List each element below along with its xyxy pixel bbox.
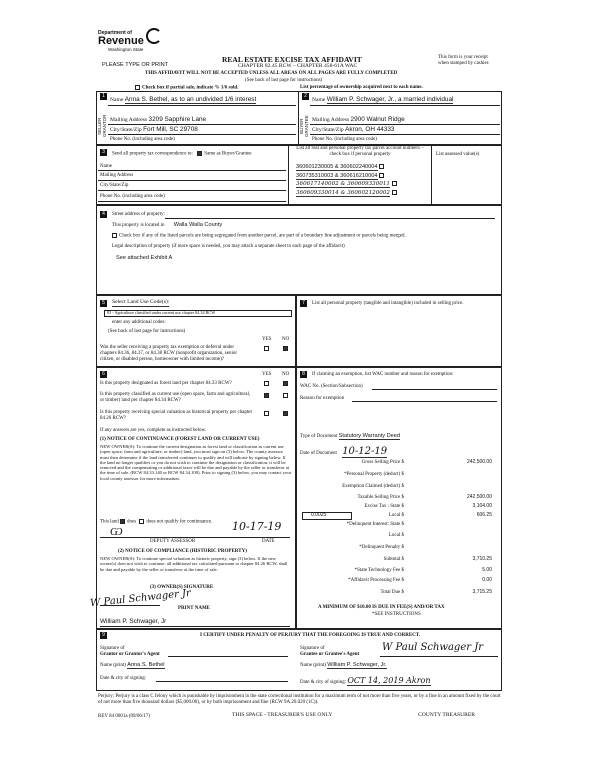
q-historic-yes[interactable]	[264, 411, 269, 416]
buyer-city[interactable]: Akron, OH 44333	[345, 126, 395, 133]
row-delinq-penalty: *Delinquent Penalty $	[359, 545, 404, 550]
val-excise-local[interactable]: 606.25	[476, 512, 492, 518]
row-excise-state: Excise Tax : State $	[364, 504, 404, 509]
row-exemption: Exemption Claimed (deduct) $	[342, 484, 404, 489]
row-excise-local: Local $	[388, 513, 404, 518]
seller-city-row: City/State/Zip Fort Mill, SC 29708	[110, 126, 198, 133]
q-forest-yes[interactable]	[264, 381, 269, 386]
does-checkbox[interactable]	[120, 519, 125, 524]
doc-type-row: Type of Document Statutory Warranty Deed	[300, 433, 401, 439]
q-historic-no[interactable]	[283, 411, 288, 416]
q-exemption-no[interactable]	[283, 346, 288, 351]
row-tech-fee: *State Technology Fee $	[354, 568, 404, 573]
legal-desc[interactable]: See attached Exhibit A	[116, 255, 173, 261]
grantee-date-city-row: Date & city of signing: OCT 14, 2019 Akron	[300, 676, 431, 685]
swoosh-logo-icon	[146, 28, 162, 44]
section-6-badge: 6	[100, 371, 107, 378]
treasurer-space: THIS SPACE - TREASURER'S USE ONLY	[232, 712, 333, 718]
form-see-back: (See back of last page for instructions)	[245, 78, 323, 83]
county-treasurer: COUNTY TREASURER	[418, 712, 476, 718]
val-tech-fee[interactable]: 5.00	[482, 567, 492, 573]
land-use-select[interactable]: 83 - Agriculture classified under current use chapter 84.34 RCW	[104, 310, 292, 317]
section-5-badge: 5	[100, 300, 107, 307]
notice1-title: (1) NOTICE OF CONTINUANCE (FOREST LAND OR CURRENT USE)	[100, 437, 260, 442]
dept-line3: Washington State	[108, 47, 144, 52]
personal-property-label[interactable]: List all personal property (tangible and intangible) included in selling price.	[312, 301, 464, 306]
send-correspondence: Send all property tax correspondence to: Same as Buyer/Grantee	[112, 151, 252, 157]
q-forest: Is this property designated as forest land per chapter 84.33 RCW?	[100, 381, 232, 386]
buyer-city-row: City/State/Zip Akron, OH 44333	[312, 126, 395, 133]
list-pct-note: List percentage of ownership acquired next to each name.	[300, 85, 423, 90]
q-current-use: Is this property classified as current use (open space, farm and agricultural, or timber) land per chapter 84.34 RCW?	[100, 392, 251, 403]
section-7-badge: 7	[300, 300, 307, 307]
parcels-header: List all real and personal property tax parcel account numbers – check box if personal property	[296, 146, 424, 157]
seller-name[interactable]: Anna S. Bethel, as to an undivided 1/6 interest	[124, 96, 257, 103]
assessor-sig-label: DEPUTY ASSESSOR	[150, 539, 196, 544]
dept-line1: Department of	[98, 30, 132, 36]
legal-desc-label: Legal description of property (if more space is needed, you may attach a separate sheet to each page of the affidavit)	[112, 244, 345, 249]
owner-sig-title: (3) OWNER(S) SIGNATURE	[150, 585, 214, 590]
val-subtotal[interactable]: 3,710.25	[472, 556, 492, 562]
s3-name-label[interactable]: Name	[100, 164, 112, 169]
continuance-row: This land does does not qualify for continuance.	[100, 519, 213, 525]
buyer-phone-row[interactable]: Phone No. (including area code)	[312, 137, 377, 142]
section-9-badge: 9	[100, 632, 107, 639]
grantee-date-city[interactable]: OCT 14, 2019 Akron	[347, 676, 431, 685]
minimum-note: A MINIMUM OF $10.00 IS DUE IN FEE(S) AND/OR TAX	[318, 605, 445, 610]
seller-side-label: SELLER GRANTOR	[97, 114, 107, 138]
val-total[interactable]: 3,715.25	[472, 589, 492, 595]
grantor-sig-label: Signature of Grantor or Grantor's Agent	[100, 646, 160, 657]
assessor-signature[interactable]: Ѡ	[110, 525, 123, 538]
exemption-claim: If claiming an exemption, list WAC number and reason for exemption:	[312, 372, 454, 377]
dor-logo	[98, 30, 168, 58]
parcel-4[interactable]: 360609330014 & 360602120002	[296, 189, 430, 198]
buyer-mailing[interactable]: 2900 Walnut Ridge	[350, 116, 405, 123]
row-delinq-local: Local $	[388, 533, 404, 538]
assessor-date-label: DATE	[262, 539, 275, 544]
row-subtotal: Subtotal $	[383, 557, 404, 562]
notice2-body: NEW OWNER(S): To continue special valuation as historic property, sign (3) below. If the new owner(s) does not wish to continue, all additional tax calculated pursuant to chapter 84.26 RCW, shall be due and payable by the seller or transferor at the time of sale.	[100, 556, 288, 572]
grantor-date-city[interactable]: Date & city of signing:	[100, 676, 147, 681]
q-historic: Is this property receiving special valuation as historical property per chapter 84.26 RCW?	[100, 410, 253, 421]
buyer-mailing-row: Mailing Address 2900 Walnut Ridge	[312, 116, 405, 123]
row-affidavit-fee: *Affidavit Processing Fee $	[348, 578, 404, 583]
section-4-badge: 4	[100, 211, 107, 218]
q-current-use-yes[interactable]	[264, 393, 269, 398]
parcel-2[interactable]: 360735310003 & 360616210004	[296, 172, 430, 181]
section-2-badge: 2	[302, 93, 309, 100]
doc-type[interactable]: Statutory Warranty Deed	[338, 433, 401, 439]
see-instructions: *SEE INSTRUCTIONS	[372, 612, 421, 617]
section-4	[96, 205, 502, 295]
street-address-label[interactable]: Street address of property:	[112, 212, 165, 217]
perjury-notice: Perjury: Perjury is a class C felony which is punishable by imprisonment in the state correctional institution for a maximum term of not more than five years, or by a fine in an amount fixed by the court of not more than five thousand dollars ($5,000.00), or by both imprisonment and fine (RCW 9A.20.020 (1C)).	[98, 694, 501, 705]
q-current-use-no[interactable]	[283, 393, 288, 398]
val-excise-state[interactable]: 3,104.00	[472, 503, 492, 509]
q-exemption-yes[interactable]	[264, 346, 269, 351]
seller-name-row: Name Anna S. Bethel, as to an undivided 1/6 interest	[110, 96, 257, 103]
grantor-name-row: Name (print) Anna S. Bethel	[100, 662, 165, 668]
parcel-3[interactable]: 360617140002 & 360609330011	[296, 180, 430, 189]
segregated-check[interactable]: Check box if any of the listed parcels are being segregated from another parcel, are part of a boundary line adjustment or parcels being merged.	[112, 233, 406, 239]
val-affidavit-fee[interactable]: 0.00	[482, 577, 492, 583]
grantee-name[interactable]: William P. Schwager, Jr.	[327, 662, 387, 668]
row-total: Total Due $	[380, 590, 404, 595]
partial-sale-check[interactable]: Check box if partial sale, indicate % 1/6 sold.	[135, 85, 238, 91]
s5-yes: YES	[262, 337, 272, 342]
county[interactable]: Walla Walla County	[173, 222, 223, 228]
certify-text: I CERTIFY UNDER PENALTY OF PERJURY THAT THE FOREGOING IS TRUE AND CORRECT.	[200, 633, 421, 638]
seller-city[interactable]: Fort Mill, SC 29708	[143, 126, 198, 133]
s5-no: NO	[282, 337, 290, 342]
notice1-body: NEW OWNER(S): To continue the current designation as forest land or classification as current use (open space, farm and agriculture, or timber) land, you must sign on (3) below. The county assessor must then determine if the land transferred continues to qualify and will indicate by signing below. If the land no longer qualifies or you do not wish to continue the designation or classification, it will be removed and the compensating or additional taxes will be due and payable by the seller or transferor at the time of sale. (RCW 84.33.140 or RCW 84.34.108). Prior to signing (3) below, you may contact your local county assessor for more information.	[100, 444, 292, 481]
grantee-sig-label: Signature of Grantee or Grantee's Agent	[300, 646, 360, 657]
row-taxable: Taxable Selling Price $	[357, 495, 404, 500]
notice2-title: (2) NOTICE OF COMPLIANCE (HISTORIC PROPERTY)	[118, 549, 247, 554]
row-delinq-state: *Delinquent Interest: State $	[346, 522, 404, 527]
rev-number: REV 84 0001a (09/06/17)	[98, 714, 150, 719]
buyer-name[interactable]: William P. Schwager, Jr., a married individual	[326, 96, 454, 103]
does-not-checkbox[interactable]	[139, 519, 144, 524]
additional-codes[interactable]: enter any additional codes:	[112, 320, 166, 325]
buyer-side-label: BUYER GRANTEE	[299, 115, 309, 137]
s6-no: NO	[282, 372, 290, 377]
print-note: PLEASE TYPE OR PRINT	[102, 62, 169, 68]
same-as-buyer-checkbox[interactable]	[197, 151, 202, 156]
val-gross[interactable]: 242,500.00	[466, 459, 492, 465]
if-any-yes: If any answers are yes, complete as instructed below.	[100, 428, 207, 433]
form-chapter: CHAPTER 82.45 RCW – CHAPTER 458-61A WAC	[238, 63, 358, 69]
grantee-name-row: Name (print) William P. Schwager, Jr.	[300, 662, 387, 668]
s5-see-back: (See back of last page for instructions)	[108, 329, 186, 334]
section-1-badge: 1	[100, 93, 107, 100]
owner-print-name[interactable]: William P. Schwager, Jr	[100, 618, 167, 625]
form-title: REAL ESTATE EXCISE TAX AFFIDAVIT	[222, 55, 362, 64]
local-rate[interactable]: 0.0025	[302, 512, 352, 520]
q-forest-no[interactable]	[283, 381, 288, 386]
located-in: This property is located in Walla Walla County	[112, 222, 223, 228]
seller-mailing-row: Mailing Address 3209 Sapphire Lane	[110, 116, 207, 123]
receipt-note: This form is your receipt when stamped by cashier.	[438, 55, 490, 66]
doc-date[interactable]: 10-12-19	[342, 446, 388, 457]
section-3-badge: 3	[100, 149, 107, 156]
land-use-label: Select Land Use Code(s):	[112, 299, 170, 305]
doc-date-row: Date of Document 10-12-19	[300, 446, 388, 457]
exemption-reason[interactable]: Reason for exemption	[300, 396, 345, 401]
print-name-label: PRINT NAME	[178, 606, 210, 611]
row-gross: Gross Selling Price $	[361, 460, 404, 465]
form-warning: THIS AFFIDAVIT WILL NOT BE ACCEPTED UNLESS ALL AREAS ON ALL PAGES ARE FULLY COMPLETED	[145, 71, 398, 76]
s3-mailing-label[interactable]: Mailing Address	[100, 173, 134, 178]
parcel-list	[296, 163, 430, 197]
buyer-name-row: Name William P. Schwager, Jr., a married individual	[312, 96, 454, 103]
q-exemption: Was the seller receiving a property tax exemption or deferral under chapters 84.36, 84.37, or 84.38 RCW (nonprofit organization, senior citizen, or disabled person, homeowner with limited income)?	[100, 345, 238, 362]
wac-no[interactable]: WAC No. (Section/Subsection)	[300, 384, 363, 389]
grantor-name[interactable]: Anna S. Bethel	[127, 662, 165, 668]
seller-mailing[interactable]: 3209 Sapphire Lane	[148, 116, 207, 123]
assessor-date[interactable]: 10-17-19	[232, 520, 282, 533]
section-8-badge: 8	[300, 371, 307, 378]
s6-yes: YES	[262, 372, 272, 377]
grantee-signature[interactable]: W Paul Schwager Jr	[382, 642, 483, 653]
row-personal: *Personal Property (deduct) $	[344, 472, 404, 477]
parcel-1[interactable]: 360601230005 & 360602240004	[296, 163, 430, 172]
seller-phone-row[interactable]: Phone No. (including area code)	[110, 137, 175, 142]
assessed-header: List assessed value(s)	[436, 152, 480, 157]
val-taxable[interactable]: 242,500.00	[466, 494, 492, 500]
dept-line2: Revenue	[98, 35, 144, 47]
owner-signature[interactable]: W Paul Schwager Jr	[89, 587, 192, 610]
s3-city-label[interactable]: City/State/Zip	[100, 183, 129, 188]
s3-phone-label[interactable]: Phone No. (including area code)	[100, 194, 165, 199]
